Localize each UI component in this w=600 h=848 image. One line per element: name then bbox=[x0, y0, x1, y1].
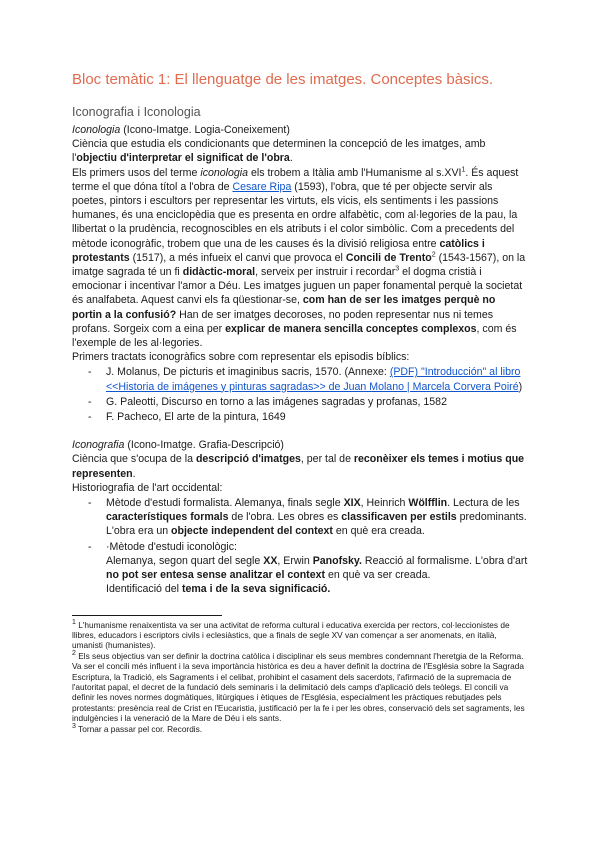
footnote-divider bbox=[72, 615, 222, 616]
text: , com és l'exemple de les al·legories. bbox=[72, 322, 517, 350]
text: de l'obra. Les obres es bbox=[228, 511, 342, 524]
text: , serveix per instruir i recordar bbox=[255, 266, 396, 279]
treatises-intro: Primers tractats iconogràfics sobre com representar els episodis bíblics: bbox=[72, 351, 410, 364]
text: . bbox=[132, 467, 136, 480]
text: Mètode d'estudi formalista. Alemanya, finals segle bbox=[106, 497, 344, 510]
footnote-text: L'humanisme renaixentista va ser una activitat de reforma cultural i educativa exercida per rectors, col·leccionistes de llibres, educadors i escriptors civils i eclesiàstics, que a finals de segle XV van començar a ser anomenats, en italià, umanisti (humanistes). bbox=[72, 619, 510, 651]
footnote-3 bbox=[72, 724, 528, 734]
bold-text: descripció d'imatges bbox=[195, 453, 301, 466]
term-etymology: (Icono-Imatge. Grafia-Descripció) bbox=[124, 439, 284, 452]
bold-text: no pot ser entesa sense analitzar el context bbox=[106, 569, 326, 582]
list-item bbox=[72, 395, 528, 409]
text: Ciència que estudia els condicionants que determinen la concepció de les imatges, amb l' bbox=[72, 138, 486, 165]
italic-text: iconologia bbox=[200, 166, 249, 179]
text: . És aquest terme el que dóna títol a l'obra de bbox=[72, 166, 519, 193]
dash-bullet: - bbox=[88, 411, 92, 424]
bold-text: tema i de la seva significació. bbox=[181, 583, 331, 596]
footnote-text: Tornar a passar pel cor. Recordis. bbox=[75, 723, 203, 734]
text: (1593), l'obra, que té per objecte servir als poetes, pintors i escultors per representar les virtuts, els vicis, els sentiments i les passions humanes, és una enciclopèdia que es presenta en ordre alfabètic, com al·legories de la pau, la llibertat o la prudència, recognoscibles en els atributs i el color simbòlic. Com a precedents del mètode iconogràfic, trobem que una de les causes és la divisió religiosa entre bbox=[72, 180, 518, 250]
bold-text: Concili de Trento bbox=[345, 251, 432, 264]
text: en què era creada. bbox=[332, 525, 425, 538]
bold-text: com han de ser les imatges perquè no portin a la confusió? bbox=[72, 294, 496, 321]
bold-text: Wölfflin bbox=[408, 497, 448, 510]
bold-text: Panofsky. bbox=[312, 554, 362, 567]
term-iconologia: Iconologia bbox=[72, 124, 121, 136]
dash-bullet: - bbox=[88, 497, 92, 510]
text: predominants. L'obra era un bbox=[106, 511, 527, 538]
dash-bullet: - bbox=[88, 366, 92, 379]
treatises-list bbox=[72, 365, 528, 424]
dash-bullet: - bbox=[88, 540, 92, 553]
footnote-2 bbox=[72, 651, 528, 724]
text: Reacció al formalisme. L'obra d'art bbox=[361, 554, 528, 567]
iconografia-definition bbox=[72, 452, 528, 480]
dash-bullet: - bbox=[88, 395, 92, 408]
molano-pdf-link[interactable]: (PDF) "Introducción" al libro <<Historia de imágenes y pinturas sagradas>> de Juan Molano | Marcela Corvera Poiré bbox=[106, 366, 521, 393]
section-heading: Iconografia i Iconologia bbox=[72, 105, 201, 119]
term-iconografia: Iconografia bbox=[72, 439, 125, 452]
footnote-number: 2 bbox=[72, 649, 76, 657]
text: ) bbox=[518, 380, 523, 393]
text: Identificació del bbox=[106, 583, 182, 596]
bold-text: objecte independent del context bbox=[171, 525, 333, 538]
bold-text: explicar de manera sencilla conceptes complexos bbox=[225, 322, 477, 335]
list-item bbox=[72, 540, 528, 597]
text: el dogma cristià i emocionar i incentivar l'amor a Déu. Les imatges juguen un paper fonamental perquè la societat és analfabeta. Aquest canvi els fa qüestionar-se, bbox=[72, 266, 523, 307]
iconografia-definition-term bbox=[72, 438, 528, 452]
footnote-ref-2[interactable]: 2 bbox=[431, 251, 436, 259]
text: (1517), a més infueix el canvi que provoca el bbox=[129, 251, 346, 264]
text: Han de ser imatges decoroses, no poden representar nus ni temes profans. Sorgeix com a eina per bbox=[72, 308, 494, 335]
term-etymology: (Icono-Imatge. Logia-Coneixement) bbox=[120, 124, 290, 136]
iconologia-definition-term bbox=[72, 123, 528, 137]
text: . Lectura de les bbox=[447, 497, 520, 510]
text: G. Paleotti, Discurso en torno a las imágenes sagradas y profanas, 1582 bbox=[106, 395, 447, 408]
footnote-ref-3[interactable]: 3 bbox=[395, 265, 400, 273]
text: ·Mètode d'estudi iconològic: bbox=[106, 540, 237, 553]
text: Alemanya, segon quart del segle bbox=[106, 554, 264, 567]
list-item bbox=[72, 496, 528, 539]
bold-text: característiques formals bbox=[106, 511, 229, 524]
cesare-ripa-link[interactable]: Cesare Ripa bbox=[232, 180, 292, 193]
bold-text: XIX bbox=[343, 497, 361, 510]
bold-text: objectiu d'interpretar el significat de l'obra bbox=[76, 152, 290, 165]
text: , per tal de bbox=[300, 453, 354, 466]
text: , Heinrich bbox=[360, 497, 409, 510]
text: Ciència que s'ocupa de la bbox=[72, 453, 196, 466]
methods-list bbox=[72, 496, 528, 596]
text: (1543-1567), on la imatge sagrada té un fi bbox=[72, 251, 526, 279]
text: els trobem a Itàlia amb l'Humanisme al s.XVI bbox=[248, 166, 462, 179]
iconologia-definition bbox=[72, 137, 528, 165]
iconologia-paragraph bbox=[72, 166, 528, 351]
bold-text: catòlics i protestants bbox=[72, 237, 485, 264]
text: F. Pacheco, El arte de la pintura, 1649 bbox=[106, 411, 286, 424]
footnote-number: 1 bbox=[72, 618, 76, 626]
footnote-ref-1[interactable]: 1 bbox=[461, 166, 466, 174]
page-title: Bloc temàtic 1: El llenguatge de les imatges. Conceptes bàsics. bbox=[72, 71, 494, 88]
bold-text: didàctic-moral bbox=[182, 266, 256, 279]
footnotes bbox=[72, 620, 528, 734]
footnote-1 bbox=[72, 620, 528, 651]
bold-text: classificaven per estils bbox=[341, 511, 457, 524]
bold-text: reconèixer els temes i motius que representen bbox=[72, 453, 525, 480]
historiography-intro: Historiografia de l'art occidental: bbox=[72, 481, 223, 494]
spacer bbox=[72, 424, 528, 438]
text: , Erwin bbox=[277, 554, 313, 567]
text: Els primers usos del terme bbox=[72, 166, 201, 179]
list-item bbox=[72, 365, 528, 393]
text: en què va ser creada. bbox=[325, 569, 431, 582]
footnote-number: 3 bbox=[72, 722, 76, 730]
footnote-text: Els seus objectius van ser definir la doctrina catòlica i disciplinar els seus membres condemnant l'heretgia de la Reforma. Va ser el concili més influent i la seva importància històrica es deu a haver definit la doctrina de l'Església sobre la Sagrada Escriptura, la Tradició, els Sagraments i el celibat, prohibint el casament dels sacerdots, l'afirmació de la supremacia de l'autoritat papal, el decret de la fundació dels seminaris i la delimitació dels camps d'aplicació dels teòlegs. El concili va definir les noves normes dogmàtiques, litúrgiques i ètiques de l'Església, especialment les pràctiques rebutjades pels protestants: presència real de Crist en l'Eucaristia, justificació per la fe i per les obres, conservació dels set sagraments, les indulgències i la veneració de la Mare de Déu i els sants. bbox=[72, 650, 525, 724]
text: . bbox=[289, 152, 293, 165]
text: J. Molanus, De picturis et imaginibus sacris, 1570. (Annexe: bbox=[106, 366, 390, 379]
bold-text: XX bbox=[263, 554, 278, 567]
list-item bbox=[72, 410, 528, 424]
